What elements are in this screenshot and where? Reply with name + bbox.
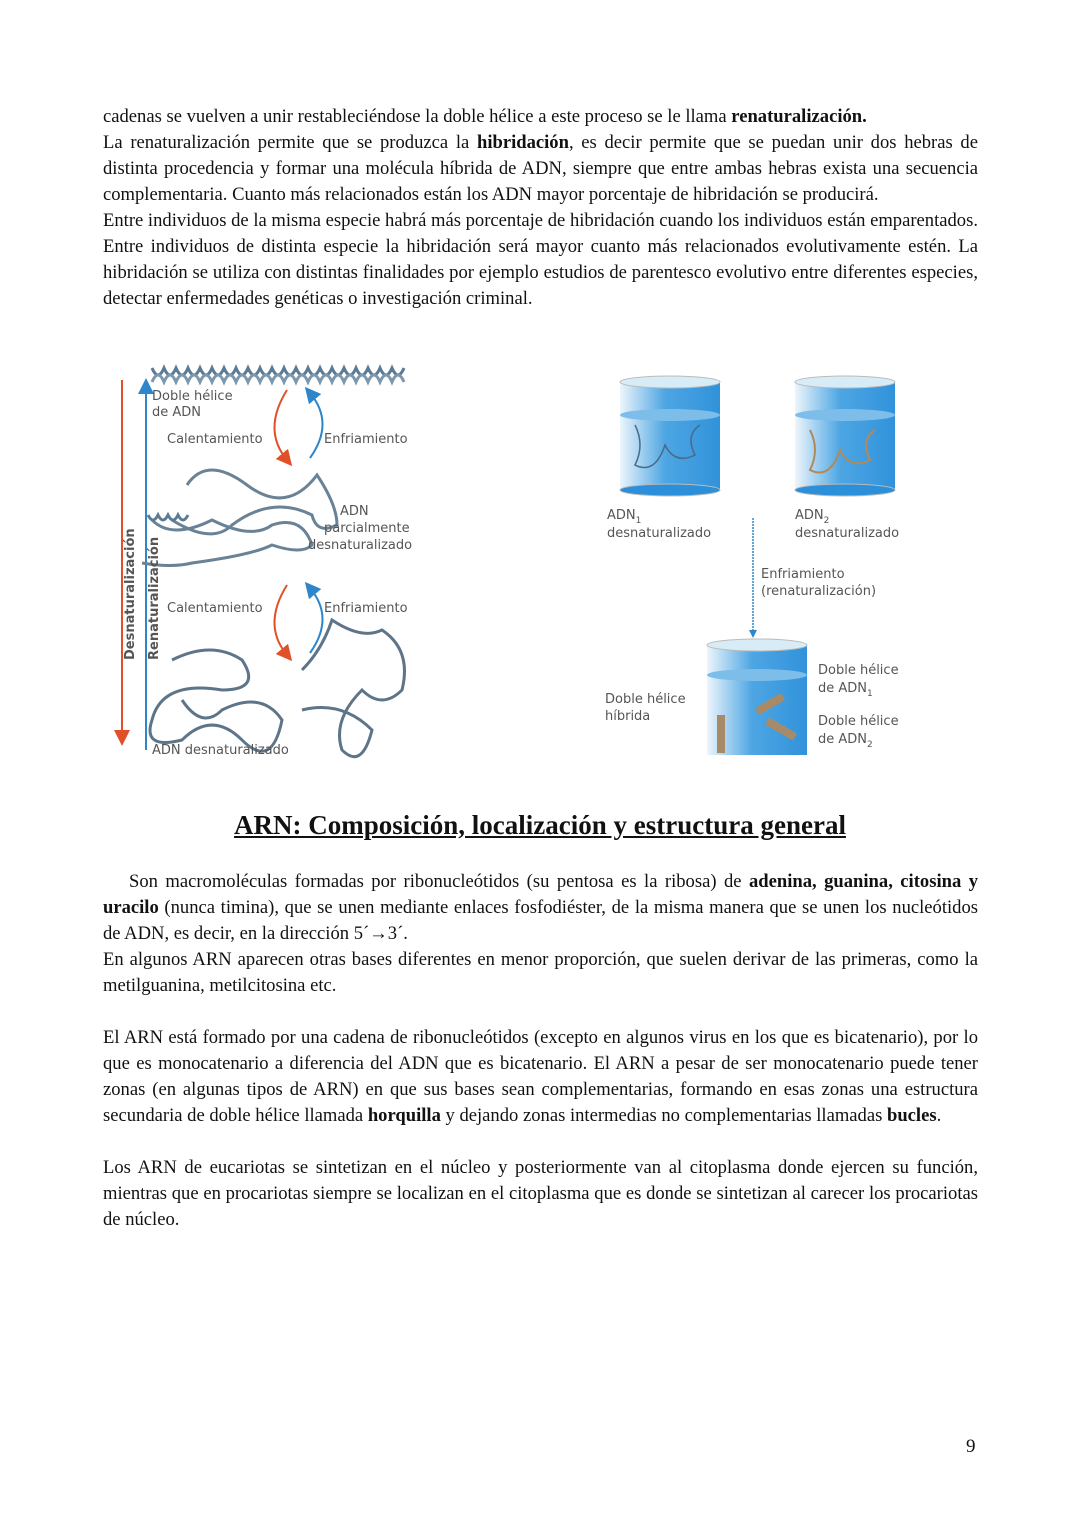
hybridization-figure [595, 370, 915, 770]
beaker-dna1 [620, 376, 720, 496]
beaker-hybrid [707, 639, 807, 755]
section-text [103, 869, 978, 1233]
vertical-label: Renaturalización [147, 536, 162, 660]
label: de $ADN_1$ [818, 681, 873, 699]
label: de $ADN_2$ [818, 732, 873, 750]
label: Doble hélice [605, 692, 686, 707]
label: de ADN [152, 405, 202, 420]
beaker-dna2 [795, 376, 895, 496]
paragraph: En algunos ARN aparecen otras bases diferentes en menor proporción, que suelen derivar de las primeras, como la metilguanina, metilcitosina etc. [103, 949, 978, 996]
text: , es decir permite que se puedan unir dos hebras de distinta procedencia y formar una molécula híbrida de ADN, siempre que entre ambas hebras exista una secuencia complementaria. Cuanto más relacionados están los ADN mayor porcentaje de hibridación se producirá. [103, 132, 978, 205]
text: cadenas se vuelven a unir restableciéndose la doble hélice a este proceso se le llama [103, 106, 732, 127]
denaturation-figure [112, 360, 422, 770]
label: Calentamiento [167, 601, 263, 616]
label: parcialmente [324, 521, 410, 536]
paragraph: Los ARN de eucariotas se sintetizan en el núcleo y posteriormente van al citoplasma donde ejercen su función, mientras que en procariotas siempre se localizan en el citoplasma que es donde se sintetizan al carecer los procariotas de núcleo. [103, 1157, 978, 1230]
text: y dejando zonas intermedias no complementarias llamadas [440, 1105, 887, 1126]
page-number: 9 [966, 1436, 976, 1457]
label: Enfriamiento [761, 567, 845, 582]
paragraph [103, 1025, 978, 1129]
label: desnaturalizado [795, 526, 900, 541]
bold-term: adenina, guanina, citosina y uracilo [103, 871, 978, 918]
label: desnaturalizado [607, 526, 712, 541]
label: Enfriamiento [324, 432, 408, 447]
bold-term: hibridación [476, 132, 569, 153]
paragraph [103, 104, 978, 130]
label: Calentamiento [167, 432, 263, 447]
label: desnaturalizado [308, 538, 413, 553]
paragraph: Entre individuos de la misma especie habrá más porcentaje de hibridación cuando los individuos están emparentados. Entre individuos de distinta especie la hibridación será mayor cuanto más relacionados evolutivamente estén. La hibridación se utiliza con distintas finalidades por ejemplo estudios de parentesco evolutivo entre diferentes especies, detectar enfermedades genéticas o investigación criminal. [103, 210, 978, 309]
vertical-label: Desnaturalización [123, 528, 138, 660]
section-title: ARN: Composición, localización y estructura general [234, 810, 846, 840]
label: híbrida [605, 709, 651, 724]
label: $ADN_1$ [607, 508, 642, 526]
text: El ARN está formado por una cadena de ribonucleótidos (excepto en algunos virus en los que es bicatenario), por lo que es monocatenario a diferencia del ADN que es bicatenario. El ARN a pesar de ser monocatenario puede tener zonas (en algunas tipos de ARN) en que sus bases sean complementarias, formando en esas zonas una estructura secundaria de doble hélice llamada [103, 1027, 978, 1126]
label: Enfriamiento [324, 601, 408, 616]
denatured-dna [150, 650, 282, 751]
text: (nunca timina), que se unen mediante enlaces fosfodiéster, de la misma manera que se unen los nucleótidos de ADN, es decir, en la dirección 5´→3´. [103, 897, 978, 944]
text: Son macromoléculas formadas por ribonucleótidos (su pentosa es la ribosa) de [129, 871, 749, 892]
paragraph [103, 130, 978, 208]
bold-term: bucles [886, 1105, 937, 1126]
label: ADN [340, 504, 369, 519]
intro-text [103, 104, 978, 312]
label: ADN desnaturalizado [152, 743, 289, 758]
label: Doble hélice [152, 389, 233, 404]
label: (renaturalización) [761, 584, 877, 599]
label: Doble hélice [818, 714, 899, 729]
paragraph [103, 869, 978, 947]
label: Doble hélice [818, 663, 899, 678]
text: . [936, 1105, 942, 1126]
label: $ADN_2$ [795, 508, 830, 526]
text: La renaturalización permite que se produzca la [103, 132, 477, 153]
bold-term: renaturalización. [731, 106, 867, 127]
partially-denatured-dna [172, 470, 337, 534]
bold-term: horquilla [367, 1105, 441, 1126]
